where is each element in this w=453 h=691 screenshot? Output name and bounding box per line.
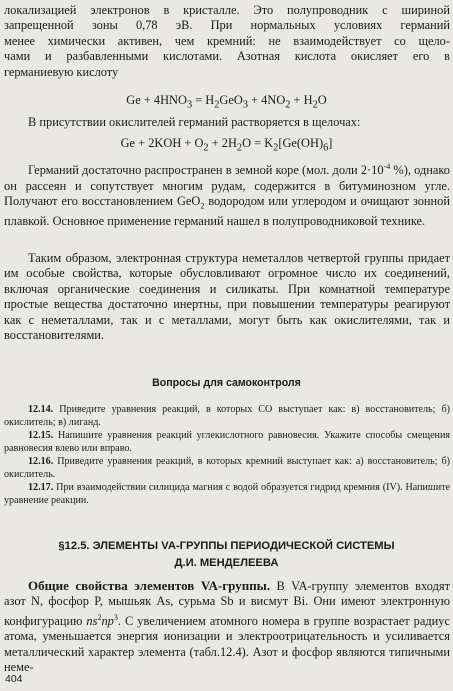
summary-paragraph: Таким образом, электронная структура неметаллов четвертой группы придает им особые свойства, которые обусловливают огромное число их соединений, включая органические соединения и силикаты. При комнатной температуре простые вещества достаточно инертны, при повышении температуры реагируют как с неметаллами, так и с металлами, могут быть как окислителями, так и восстановителями. — [4, 251, 450, 343]
question-text: Приведите уравнения реакций, в которых кремний выступает как: а) восстановитель; б) окислитель. — [4, 456, 450, 480]
page-number: 404 — [5, 673, 23, 685]
text-run: %), однако он рассеян и сопутствует многим рудам, содержится в битуминозном угле. Получают его восстановлением GeO — [4, 163, 450, 208]
text-line: локализацией электронов в кристалле. Это полупроводник с шириной — [4, 3, 450, 17]
paragraph-lead: Общие свойства элементов VA-группы. — [28, 578, 271, 593]
question-item — [4, 429, 450, 455]
text-line: менее химически активен, чем кремний: не взаимодействует со щело- — [4, 33, 450, 48]
eq-part: O — [317, 93, 327, 107]
eq-part: Ge + 4HNO — [126, 93, 187, 107]
abundance-paragraph — [4, 159, 450, 229]
eq-part: ] — [328, 136, 333, 150]
eq-sub: 3 — [242, 99, 248, 111]
eq-sub: 2 — [214, 99, 220, 111]
eq-part: = H — [192, 93, 215, 107]
question-item — [4, 481, 450, 507]
text-line: запрещенной зоны 0,78 эВ. При нормальных условиях германий — [4, 18, 450, 33]
text-run: Германий достаточно распространен в земной коре (мол. доли 2·10 — [28, 163, 384, 178]
eq-part: + 4NO — [248, 93, 286, 107]
question-text: Приведите уравнения реакций, в которых CO выступает как: в) восстановитель; б) окислитель; в) лиганд. — [4, 404, 450, 428]
opening-paragraph — [4, 3, 450, 80]
equation-germanium-alkali — [0, 136, 453, 153]
eq-sub: 2 — [203, 142, 209, 154]
eq-part: GeO — [219, 93, 243, 107]
config-term: ns — [86, 613, 98, 628]
alkali-sentence: В присутствии окислителей германий растворяется в щелочах: — [28, 115, 361, 129]
subscript: 2 — [200, 201, 205, 211]
section-heading — [0, 538, 453, 572]
eq-part: [Ge(OH) — [278, 136, 324, 150]
config-term: np — [101, 613, 114, 628]
eq-part: + 2H — [208, 136, 237, 150]
eq-part: O = K — [242, 136, 274, 150]
question-number: 12.17. — [28, 482, 54, 493]
questions-heading: Вопросы для самоконтроля — [152, 377, 301, 389]
question-item — [4, 403, 450, 429]
text-run: водородом или углеродом и очищают зонной плавкой. Основное применение германий нашел в полупроводниковой технике. — [4, 193, 451, 228]
exponent: -4 — [383, 162, 391, 171]
eq-sub: 2 — [236, 142, 243, 154]
eq-sub: 2 — [285, 99, 291, 111]
question-number: 12.14. — [28, 404, 54, 415]
eq-sub: 6 — [323, 142, 329, 154]
equation-germanium-nitric-acid — [0, 93, 453, 110]
questions-list — [4, 403, 450, 507]
question-text: При взаимодействии силицида магния с водой образуется гидрид кремния (IV). Напишите уравнение реакции. — [4, 482, 450, 506]
eq-part: Ge + 2KOH + O — [120, 136, 204, 150]
text-run: В VA-группу элементов входят азот N, фосфор P, мышьяк As, сурьма Sb и висмут Bi. Они имеют электронную конфигурацию — [4, 579, 450, 628]
text-line: германиевую кислоту — [4, 64, 119, 79]
question-text: Напишите уравнения реакций углекислотного равновесия. Укажите способы смещения равновесия влево или вправо. — [4, 430, 450, 454]
section-heading-line: §12.5. ЭЛЕМЕНТЫ VA-ГРУППЫ ПЕРИОДИЧЕСКОЙ СИСТЕМЫ — [58, 540, 395, 552]
section-heading-line: Д.И. МЕНДЕЛЕЕВА — [174, 557, 279, 569]
eq-sub: 3 — [186, 99, 193, 111]
exponent: 3 — [113, 612, 118, 622]
text-run: . С увеличением атомного номера в группе возрастает радиус атома, уменьшается энергия ионизации и электроотрицательность и усиливается металлический характер элемента (табл.12.4). Азот и фосфор являются типичными неме- — [4, 613, 450, 675]
eq-sub: 2 — [312, 99, 318, 111]
question-number: 12.15. — [28, 430, 54, 441]
question-item — [4, 455, 450, 481]
eq-part: + H — [290, 93, 313, 107]
text-line: чами и разбавленными кислотами. Азотная кислота окисляет его в — [4, 49, 450, 64]
general-properties-paragraph — [4, 578, 450, 676]
question-number: 12.16. — [28, 456, 54, 467]
exponent: 2 — [97, 612, 102, 622]
eq-sub: 2 — [273, 142, 279, 154]
